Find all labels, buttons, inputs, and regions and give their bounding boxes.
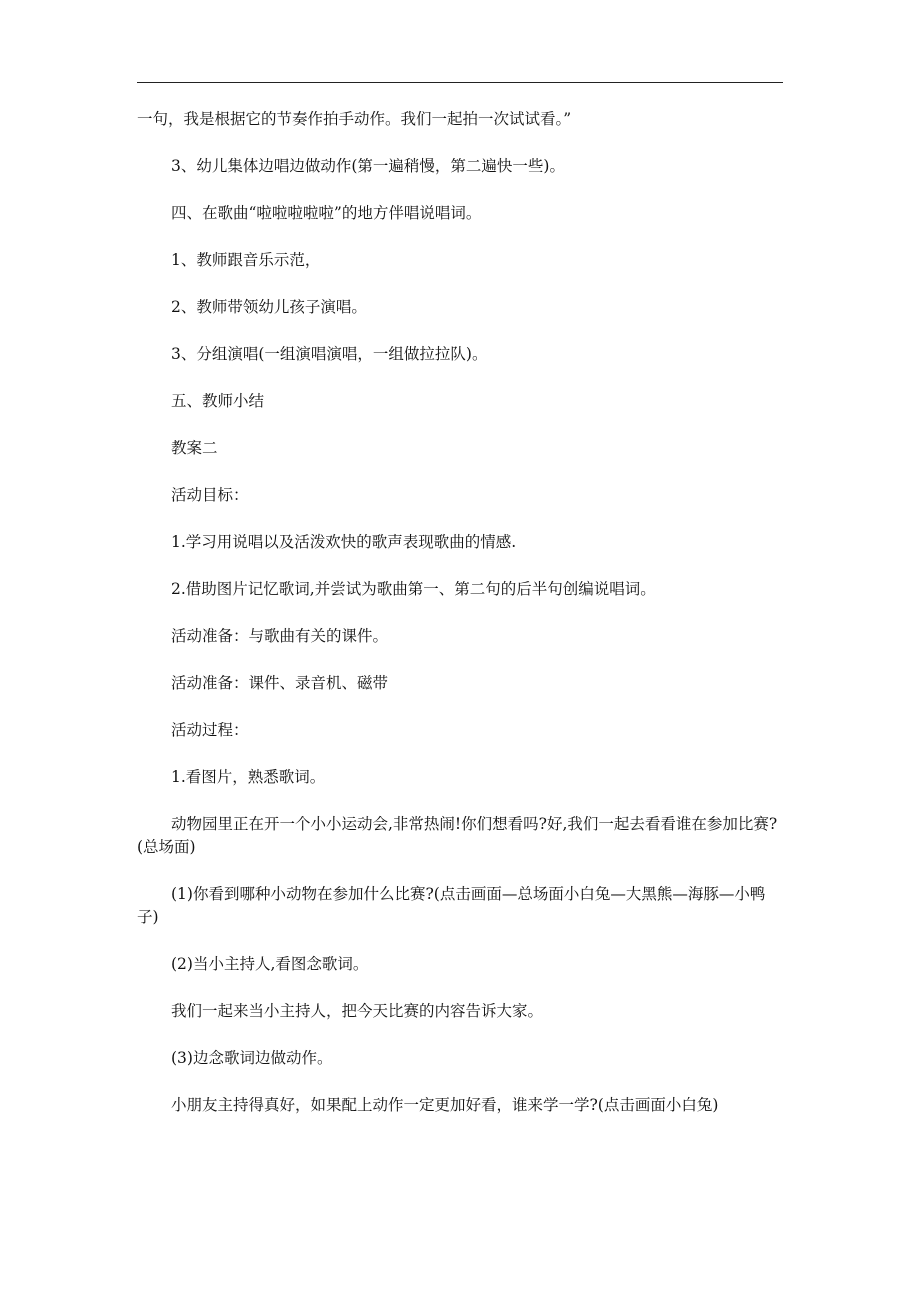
paragraph: 一句，我是根据它的节奏作拍手动作。我们一起拍一次试试看。” xyxy=(137,110,572,128)
paragraph: 小朋友主持得真好，如果配上动作一定更加好看，谁来学一学?(点击画面小白兔) xyxy=(171,1096,719,1114)
paragraph: 2.借助图片记忆歌词,并尝试为歌曲第一、第二句的后半句创编说唱词。 xyxy=(171,580,656,598)
paragraph: 活动准备：课件、录音机、磁带 xyxy=(171,674,389,692)
paragraph: (2)当小主持人,看图念歌词。 xyxy=(171,955,369,973)
lesson-plan-title: 教案二 xyxy=(171,439,218,457)
paragraph: 2、教师带领幼儿孩子演唱。 xyxy=(171,298,367,316)
section-heading: 四、在歌曲“啦啦啦啦啦”的地方伴唱说唱词。 xyxy=(171,204,482,222)
section-heading: 活动过程： xyxy=(171,721,249,739)
paragraph: 3、分组演唱(一组演唱演唱，一组做拉拉队)。 xyxy=(171,345,488,363)
paragraph: (3)边念歌词边做动作。 xyxy=(171,1049,333,1067)
paragraph: 1.看图片，熟悉歌词。 xyxy=(171,768,326,786)
paragraph: 活动准备：与歌曲有关的课件。 xyxy=(171,627,389,645)
header-rule xyxy=(137,82,783,83)
paragraph: (1)你看到哪种小动物在参加什么比赛?(点击画面—总场面小白兔—大黑熊—海豚—小鸭子) xyxy=(137,885,766,926)
section-heading: 活动目标： xyxy=(171,486,249,504)
paragraph: 1.学习用说唱以及活泼欢快的歌声表现歌曲的情感. xyxy=(171,533,517,551)
paragraph: 1、教师跟音乐示范， xyxy=(171,251,321,269)
section-heading: 五、教师小结 xyxy=(171,392,265,410)
paragraph: 3、幼儿集体边唱边做动作(第一遍稍慢，第二遍快一些)。 xyxy=(171,157,565,175)
paragraph: 我们一起来当小主持人，把今天比赛的内容告诉大家。 xyxy=(171,1002,544,1020)
paragraph: 动物园里正在开一个小小运动会,非常热闹!你们想看吗?好,我们一起去看看谁在参加比赛?(总场面) xyxy=(137,815,778,856)
document-body xyxy=(137,108,783,1141)
